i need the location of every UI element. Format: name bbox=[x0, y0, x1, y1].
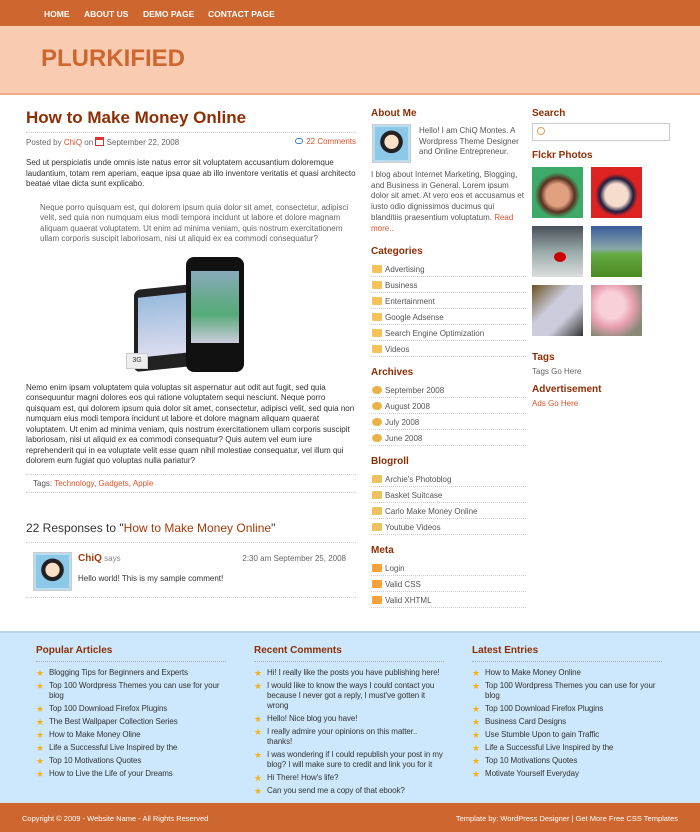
recent-link[interactable]: ★ Hello! Nice blog you have! bbox=[254, 714, 444, 724]
recent-link[interactable]: ★ Hi There! How's life? bbox=[254, 773, 444, 783]
footer-widgets bbox=[0, 631, 700, 803]
categories-item[interactable] bbox=[371, 293, 526, 309]
bottom-bar bbox=[0, 803, 700, 832]
latest-link[interactable]: ★ Use Stumble Upon to gain Traffic bbox=[472, 730, 662, 740]
categories-item[interactable] bbox=[371, 309, 526, 325]
folder-icon bbox=[372, 265, 382, 273]
comment-item bbox=[26, 543, 356, 598]
blogroll-item[interactable] bbox=[371, 471, 526, 487]
comment-avatar bbox=[33, 552, 72, 591]
blogroll-item[interactable] bbox=[371, 487, 526, 503]
copyright: Copyright © 2009 - Website Name - All Rights Reserved bbox=[22, 814, 209, 823]
sidebar-right bbox=[532, 108, 672, 408]
comment-text: Hello world! This is my sample comment! bbox=[78, 573, 224, 583]
meta-item-label: Login bbox=[385, 564, 405, 574]
tag-link[interactable]: Gadgets bbox=[98, 478, 129, 488]
tags-text: Tags Go Here bbox=[532, 367, 582, 376]
latest-link[interactable]: ★ Life a Successful Live Inspired by the bbox=[472, 743, 662, 753]
tag-link[interactable]: Technology bbox=[54, 478, 95, 488]
blogroll-item-label: Basket Suitcase bbox=[385, 491, 443, 501]
nav-demo-page[interactable]: DEMO PAGE bbox=[143, 9, 195, 19]
archives-heading: Archives bbox=[371, 367, 414, 379]
popular-heading: Popular Articles bbox=[36, 645, 226, 662]
user-folder-icon bbox=[372, 475, 382, 483]
responses-heading bbox=[26, 521, 356, 543]
archives-item[interactable] bbox=[371, 382, 526, 398]
recent-link[interactable]: ★ I would like to know the ways I could contact you because I never got a reply, I must've gotten it wrong bbox=[254, 681, 444, 711]
archives-item-label: June 2008 bbox=[385, 434, 423, 444]
recent-link[interactable]: ★ Can you send me a copy of that ebook? bbox=[254, 786, 444, 796]
package-icon bbox=[372, 434, 382, 442]
author-link[interactable]: ChiQ bbox=[63, 138, 83, 147]
nav-contact-page[interactable]: CONTACT PAGE bbox=[208, 9, 275, 19]
popular-link[interactable]: ★ Top 100 Download Firefox Plugins bbox=[36, 704, 226, 714]
popular-link[interactable]: ★ How to Live the Life of your Dreams bbox=[36, 769, 226, 779]
ads-link[interactable]: Ads Go Here bbox=[532, 399, 579, 408]
iphone-image bbox=[126, 257, 256, 377]
meta-item-label: Valid XHTML bbox=[385, 596, 432, 606]
popular-link[interactable]: ★ Life a Successful Live Inspired by the bbox=[36, 743, 226, 753]
archives-item[interactable] bbox=[371, 414, 526, 430]
calendar-icon bbox=[95, 137, 104, 146]
popular-link[interactable]: ★ How to Make Money Oline bbox=[36, 730, 226, 740]
archives-item[interactable] bbox=[371, 398, 526, 414]
latest-link[interactable]: ★ How to Make Money Online bbox=[472, 668, 662, 678]
package-icon bbox=[372, 386, 382, 394]
responses-prefix: 22 Responses to " bbox=[26, 520, 124, 535]
meta-item-label: Valid CSS bbox=[385, 580, 421, 590]
feed-icon bbox=[372, 564, 382, 572]
3g-badge: 3G bbox=[126, 353, 148, 369]
latest-link[interactable]: ★ Business Card Designs bbox=[472, 717, 662, 727]
flickr-grid bbox=[532, 167, 672, 336]
feed-icon bbox=[372, 580, 382, 588]
nav-home[interactable]: HOME bbox=[44, 9, 70, 19]
post-paragraph-2: Nemo enim ipsam voluptatem quia voluptas sit aspernatur aut odit aut fugit, sed quia consequuntur magni dolores eos qui ratione voluptatem sequi nesciunt. Neque porro quisquam est, qui dolorem ipsum quia dolor sit amet, consectetur, adipisci velit, sed quia non numquam eius modi tempora incidunt ut labore et dolore magnam aliquam quaerat voluptatem. Ut enim ad minima veniam, quis nostrum exercitationem ullam corporis suscipit laboriosam, nisi ut aliquid ex ea commodi consequatur? Quis autem vel eum iure reprehenderit qui in ea voluptate velit esse quam nihil molestiae consequatur, vel illum qui dolorem eum fugiat quo voluptas nulla pariatur? bbox=[26, 382, 355, 465]
categories-item-label: Google Adsense bbox=[385, 313, 444, 323]
archives-item[interactable] bbox=[371, 430, 526, 446]
archives-item-label: July 2008 bbox=[385, 418, 420, 428]
post-tags: Tags: Technology, Gadgets, Apple bbox=[26, 474, 356, 493]
sidebar-left bbox=[371, 108, 526, 608]
recent-heading: Recent Comments bbox=[254, 645, 444, 662]
user-folder-icon bbox=[372, 507, 382, 515]
popular-link[interactable]: ★ Blogging Tips for Beginners and Experts bbox=[36, 668, 226, 678]
folder-icon bbox=[372, 297, 382, 305]
tags-heading: Tags bbox=[532, 352, 555, 363]
flickr-photo[interactable] bbox=[591, 285, 642, 336]
user-folder-icon bbox=[372, 523, 382, 531]
archives-item-label: August 2008 bbox=[385, 402, 430, 412]
recent-link[interactable]: ★ I really admire your opinions on this matter.. thanks! bbox=[254, 727, 444, 747]
blogroll-heading: Blogroll bbox=[371, 456, 409, 468]
latest-link[interactable]: ★ Top 100 Wordpress Themes you can use for your blog bbox=[472, 681, 662, 701]
categories-item[interactable] bbox=[371, 277, 526, 293]
post-blockquote: Neque porro quisquam est, qui dolorem ipsum quia dolor sit amet, consectetur, adipisci velit, sed quia non numquam eius modi tempora incidunt ut labore et dolore magnam aliquam quaerat voluptatem. Ut enim ad minima veniam, quis nostrum exercitationem ullam corporis suscipit laboriosam, nisi ut aliquid ex ea commodi consequatur? bbox=[40, 202, 349, 243]
categories-item-label: Business bbox=[385, 281, 418, 291]
categories-item[interactable] bbox=[371, 325, 526, 341]
folder-icon bbox=[372, 281, 382, 289]
post-paragraph-1: Sed ut perspiciatis unde omnis iste natus error sit voluptatem accusantium doloremque laudantium, totam rem aperiam, eaque ipsa quae ab illo inventore veritatis et quasi architecto beatae vitae dicta sunt explicabo. bbox=[26, 158, 356, 188]
blogroll-item-label: Archie's Photoblog bbox=[385, 475, 452, 485]
folder-icon bbox=[372, 329, 382, 337]
feed-icon bbox=[372, 596, 382, 604]
flickr-photo[interactable] bbox=[591, 167, 642, 218]
package-icon bbox=[372, 402, 382, 410]
latest-link[interactable]: ★ Motivate Yourself Everyday bbox=[472, 769, 662, 779]
user-folder-icon bbox=[372, 491, 382, 499]
tag-link[interactable]: Apple bbox=[132, 478, 154, 488]
categories-list bbox=[371, 261, 526, 357]
about-body: I blog about Internet Marketing, Blogging, and Business in General. Lorem ipsum dolor sit amet. At vero eos et accusamus et iusto odio dignissimos ducimus qui blanditiis praesentium voluptatum. bbox=[371, 170, 524, 222]
categories-item[interactable] bbox=[371, 341, 526, 357]
post bbox=[26, 108, 356, 598]
latest-link[interactable]: ★ Top 100 Download Firefox Plugins bbox=[472, 704, 662, 714]
categories-item-label: Videos bbox=[385, 345, 410, 355]
categories-item-label: Search Engine Optimization bbox=[385, 329, 485, 339]
recent-link[interactable]: ★ I was wondering if I could republish your post in my blog? I will make sure to credit and link you for it bbox=[254, 750, 444, 770]
about-avatar bbox=[372, 124, 411, 163]
site-header bbox=[0, 26, 700, 95]
flickr-photo[interactable] bbox=[532, 226, 583, 277]
posted-by-label: Posted by bbox=[26, 138, 62, 147]
about-heading: About Me bbox=[371, 108, 417, 119]
read-more-link[interactable]: Read more.. bbox=[371, 212, 514, 233]
archives-item-label: September 2008 bbox=[385, 386, 445, 396]
on-label: on bbox=[84, 138, 94, 147]
about-intro: Hello! I am ChiQ Montes. A Wordpress Theme Designer and Online Entrepreneur. bbox=[419, 126, 519, 157]
meta-item[interactable] bbox=[371, 576, 526, 592]
blogroll-list bbox=[371, 471, 526, 535]
comment-time: 2:30 am September 25, 2008 bbox=[242, 553, 346, 563]
search-heading: Search bbox=[532, 108, 566, 119]
post-date: September 22, 2008 bbox=[106, 138, 180, 147]
categories-item-label: Entertainment bbox=[385, 297, 435, 307]
recent-link[interactable]: ★ Hi! I really like the posts you have publishing here! bbox=[254, 668, 444, 678]
meta-heading: Meta bbox=[371, 545, 394, 557]
popular-link[interactable]: ★ Top 10 Motivations Quotes bbox=[36, 756, 226, 766]
blogroll-item[interactable] bbox=[371, 503, 526, 519]
categories-item-label: Advertising bbox=[385, 265, 425, 275]
latest-link[interactable]: ★ Top 10 Motivations Quotes bbox=[472, 756, 662, 766]
responses-suffix: " bbox=[271, 520, 276, 535]
meta-list bbox=[371, 560, 526, 608]
post-title[interactable]: How to Make Money Online bbox=[26, 108, 356, 133]
post-meta bbox=[26, 137, 356, 149]
comment-author[interactable]: ChiQ bbox=[78, 552, 102, 564]
flickr-photo[interactable] bbox=[532, 285, 583, 336]
categories-heading: Categories bbox=[371, 246, 423, 258]
popular-link[interactable]: ★ The Best Wallpaper Collection Series bbox=[36, 717, 226, 727]
folder-icon bbox=[372, 313, 382, 321]
blogroll-item-label: Carlo Make Money Online bbox=[385, 507, 478, 517]
search-icon bbox=[537, 127, 545, 135]
advertisement-heading: Advertisement bbox=[532, 384, 602, 395]
categories-item[interactable] bbox=[371, 261, 526, 277]
site-title[interactable]: PLURKIFIED bbox=[41, 45, 185, 72]
archives-list bbox=[371, 382, 526, 446]
latest-entries bbox=[472, 645, 662, 782]
flickr-heading: Flckr Photos bbox=[532, 150, 593, 161]
flickr-photo[interactable] bbox=[532, 167, 583, 218]
top-nav bbox=[0, 0, 700, 26]
package-icon bbox=[372, 418, 382, 426]
flickr-photo[interactable] bbox=[591, 226, 642, 277]
nav-about-us[interactable]: ABOUT US bbox=[84, 9, 129, 19]
blogroll-item[interactable] bbox=[371, 519, 526, 535]
folder-icon bbox=[372, 345, 382, 353]
blogroll-item-label: Youtube Videos bbox=[385, 523, 441, 533]
comments-link[interactable]: 22 Comments bbox=[306, 137, 356, 146]
comment-bubble-icon bbox=[295, 138, 303, 144]
popular-link[interactable]: ★ Top 100 Wordpress Themes you can use for your blog bbox=[36, 681, 226, 701]
comment-says: says bbox=[104, 553, 121, 563]
tags-label: Tags: bbox=[33, 478, 53, 488]
template-credit[interactable]: Template by: WordPress Designer | Get More Free CSS Templates bbox=[455, 814, 678, 823]
meta-item[interactable] bbox=[371, 560, 526, 576]
latest-heading: Latest Entries bbox=[472, 645, 662, 662]
search-input[interactable] bbox=[532, 123, 670, 141]
meta-item[interactable] bbox=[371, 592, 526, 608]
responses-post-link[interactable]: How to Make Money Online bbox=[123, 520, 272, 535]
recent-comments bbox=[254, 645, 444, 799]
popular-articles bbox=[36, 645, 226, 782]
